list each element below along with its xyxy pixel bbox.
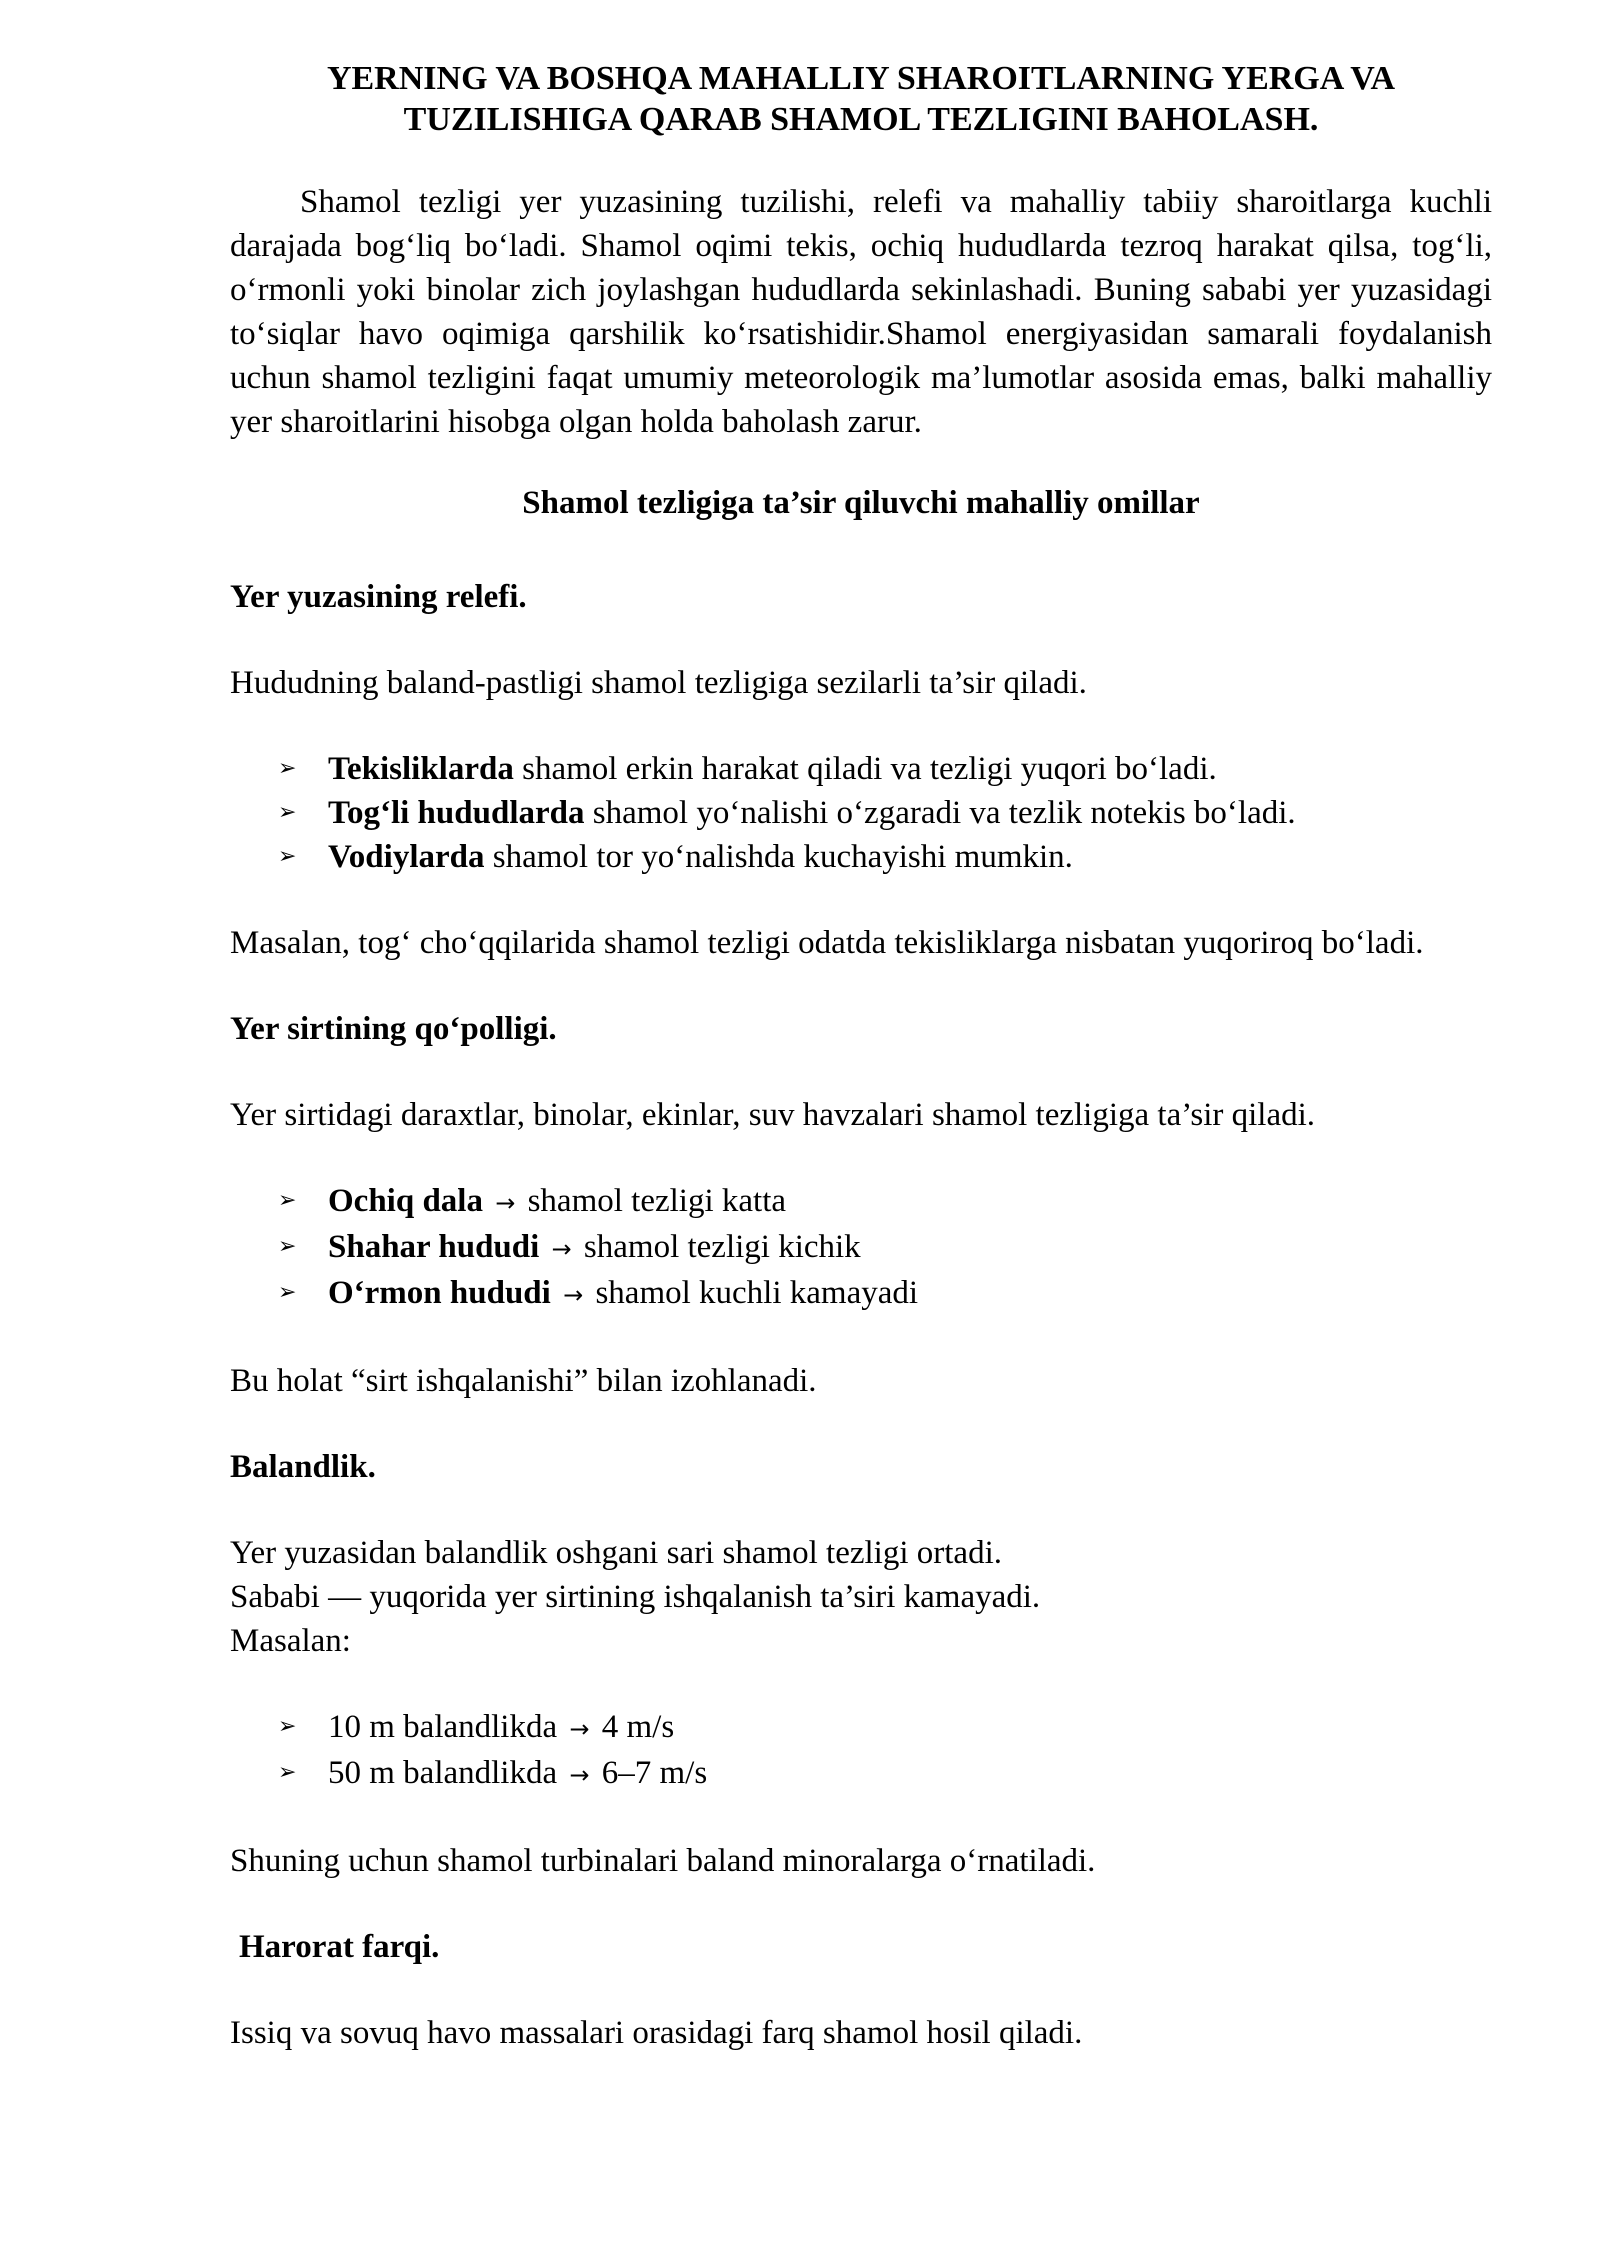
height-line-1: Yer yuzasidan balandlik oshgani sari shamol tezligi ortadi. xyxy=(230,1535,1002,1571)
list-item-text: shamol kuchli kamayadi xyxy=(595,1275,919,1311)
relief-heading: Yer yuzasining relefi. xyxy=(230,579,527,615)
list-item-text: 10 m balandlikda xyxy=(328,1709,558,1745)
list-item xyxy=(278,1271,1492,1317)
arrow-bullet-icon: ➢ xyxy=(278,1234,297,1259)
arrow-bullet-icon: ➢ xyxy=(278,1280,297,1305)
arrow-bullet-icon: ➢ xyxy=(278,756,297,781)
list-item-term: O‘rmon hududi xyxy=(328,1275,551,1311)
height-heading: Balandlik. xyxy=(230,1449,376,1485)
list-item-value: 6–7 m/s xyxy=(601,1755,708,1791)
roughness-list xyxy=(230,1179,1492,1317)
arrow-bullet-icon: ➢ xyxy=(278,844,297,869)
arrow-bullet-icon: ➢ xyxy=(278,1714,297,1739)
list-item-text: shamol erkin harakat qiladi va tezligi yuqori bo‘ladi. xyxy=(513,751,1217,787)
right-arrow-icon: → xyxy=(495,1189,516,1217)
list-item xyxy=(278,1705,1492,1751)
right-arrow-icon: → xyxy=(551,1235,572,1263)
list-item-text: shamol tezligi kichik xyxy=(583,1229,861,1265)
arrow-bullet-icon: ➢ xyxy=(278,1188,297,1213)
height-list xyxy=(230,1705,1492,1797)
list-item xyxy=(278,1751,1492,1797)
intro-paragraph: Shamol tezligi yer yuzasining tuzilishi, relefi va mahalliy tabiiy sharoitlarga kuchli darajada bog‘liq bo‘ladi. Shamol oqimi tekis, ochiq hududlarda tezroq harakat qilsa, tog‘li, o‘rmonli yoki binolar zich joylashgan hududlarda sekinlashadi. Buning sababi yer yuzasidagi to‘siqlar havo oqimiga qarshilik ko‘rsatishidir.Shamol energiyasidan samarali foydalanish uchun shamol tezligini faqat umumiy meteorologik ma’lumotlar asosida emas, balki mahalliy yer sharoitlarini hisobga olgan holda baholash zarur. xyxy=(230,184,1492,440)
list-item xyxy=(278,791,1492,835)
roughness-heading: Yer sirtining qo‘polligi. xyxy=(230,1011,557,1047)
list-item xyxy=(278,835,1492,879)
temperature-heading: Harorat farqi. xyxy=(239,1929,440,1965)
list-item-term: Ochiq dala xyxy=(328,1183,483,1219)
roughness-note: Bu holat “sirt ishqalanishi” bilan izohlanadi. xyxy=(230,1363,817,1399)
height-conclusion: Shuning uchun shamol turbinalari baland minoralarga o‘rnatiladi. xyxy=(230,1843,1096,1879)
relief-list xyxy=(230,747,1492,879)
right-arrow-icon: → xyxy=(569,1761,590,1789)
arrow-bullet-icon: ➢ xyxy=(278,800,297,825)
document-page xyxy=(230,58,1492,2097)
list-item xyxy=(278,1179,1492,1225)
roughness-text: Yer sirtidagi daraxtlar, binolar, ekinlar, suv havzalari shamol tezligiga ta’sir qiladi. xyxy=(230,1097,1316,1133)
arrow-bullet-icon: ➢ xyxy=(278,1760,297,1785)
list-item-term: Tekisliklarda xyxy=(328,751,514,787)
list-item-text: shamol tezligi katta xyxy=(527,1183,787,1219)
relief-text: Hududning baland-pastligi shamol tezligiga sezilarli ta’sir qiladi. xyxy=(230,665,1087,701)
list-item-term: Vodiylarda xyxy=(328,839,485,875)
height-line-2: Sababi — yuqorida yer sirtining ishqalanish ta’siri kamayadi. xyxy=(230,1579,1041,1615)
right-arrow-icon: → xyxy=(563,1281,584,1309)
relief-example: Masalan, tog‘ cho‘qqilarida shamol tezligi odatda tekisliklarga nisbatan yuqoriroq bo‘ladi. xyxy=(230,925,1424,961)
list-item-text: shamol tor yo‘nalishda kuchayishi mumkin. xyxy=(484,839,1073,875)
list-item-term: Tog‘li hududlarda xyxy=(328,795,585,831)
list-item-text: shamol yo‘nalishi o‘zgaradi va tezlik notekis bo‘ladi. xyxy=(584,795,1296,831)
section-subtitle: Shamol tezligiga ta’sir qiluvchi mahalliy omillar xyxy=(522,485,1200,521)
right-arrow-icon: → xyxy=(569,1715,590,1743)
document-title: YERNING VA BOSHQA MAHALLIY SHAROITLARNING YERGA VA TUZILISHIGA QARAB SHAMOL TEZLIGINI BAHOLASH. xyxy=(326,60,1396,138)
list-item xyxy=(278,747,1492,791)
list-item-value: 4 m/s xyxy=(601,1709,675,1745)
height-line-3: Masalan: xyxy=(230,1623,351,1659)
list-item-term: Shahar hududi xyxy=(328,1229,540,1265)
list-item-text: 50 m balandlikda xyxy=(328,1755,558,1791)
temperature-text: Issiq va sovuq havo massalari orasidagi farq shamol hosil qiladi. xyxy=(230,2015,1083,2051)
list-item xyxy=(278,1225,1492,1271)
